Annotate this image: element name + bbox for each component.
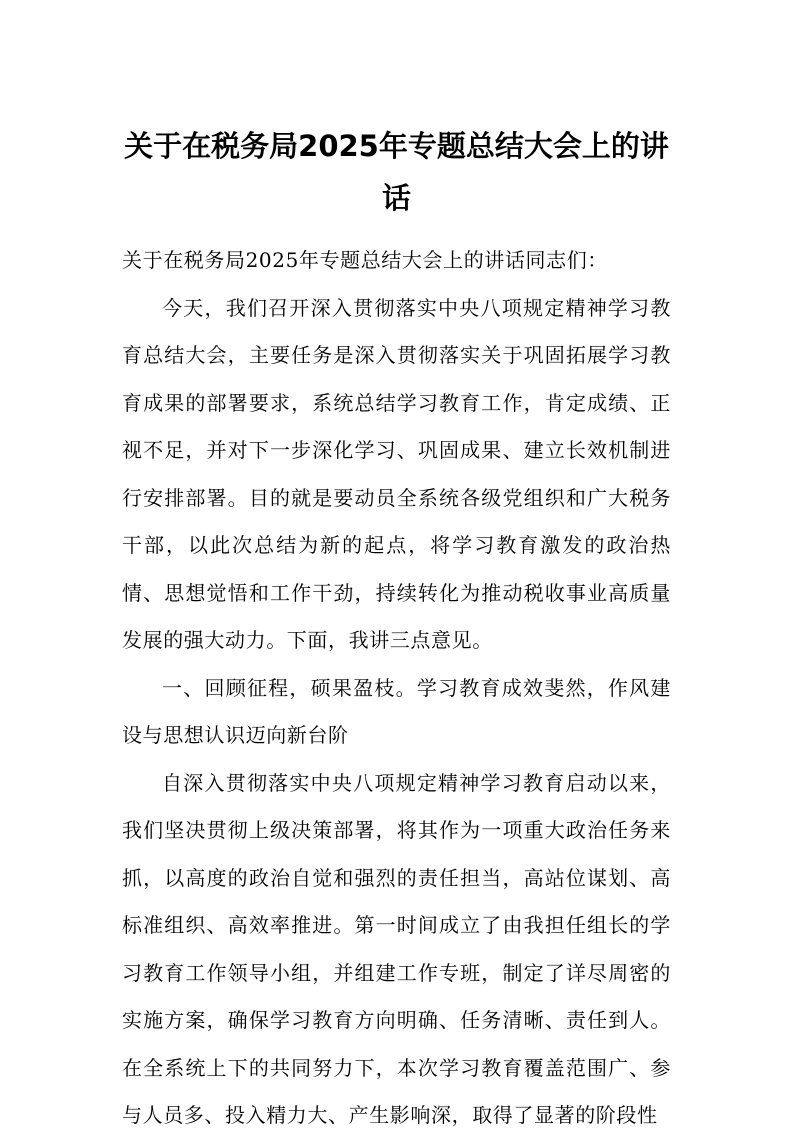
salutation-paragraph: 关于在税务局2025年专题总结大会上的讲话同志们： (122, 248, 608, 272)
section-heading-1: 一、回顾征程，硕果盈枝。学习教育成效斐然，作风建设与思想认识迈向新台阶 (122, 675, 671, 747)
document-title: 关于在税务局2025年专题总结大会上的讲话 (124, 129, 669, 215)
intro-paragraph: 今天，我们召开深入贯彻落实中央八项规定精神学习教育总结大会，主要任务是深入贯彻落实关于巩固拓展学习教育成果的部署要求，系统总结学习教育工作，肯定成绩、正视不足，并对下一步深化学习、巩固成果、建立长效机制进行安排部署。目的就是要动员全系统各级党组织和广大税务干部，以此次总结为新的起点，将学习教育激发的政治热情、思想觉悟和工作干劲，持续转化为推动税收事业高质量发展的强大动力。下面，我讲三点意见。 (122, 295, 671, 652)
document-body (122, 237, 671, 1140)
body-paragraph: 自深入贯彻落实中央八项规定精神学习教育启动以来，我们坚决贯彻上级决策部署，将其作为一项重大政治任务来抓，以高度的政治自觉和强烈的责任担当，高站位谋划、高标准组织、高效率推进。第一时间成立了由我担任组长的学习教育工作领导小组，并组建工作专班，制定了详尽周密的实施方案，确保学习教育方向明确、任务清晰、责任到人。在全系统上下的共同努力下，本次学习教育覆盖范围广、参与人员多、投入精力大、产生影响深，取得了显著的阶段性 (122, 770, 671, 1127)
